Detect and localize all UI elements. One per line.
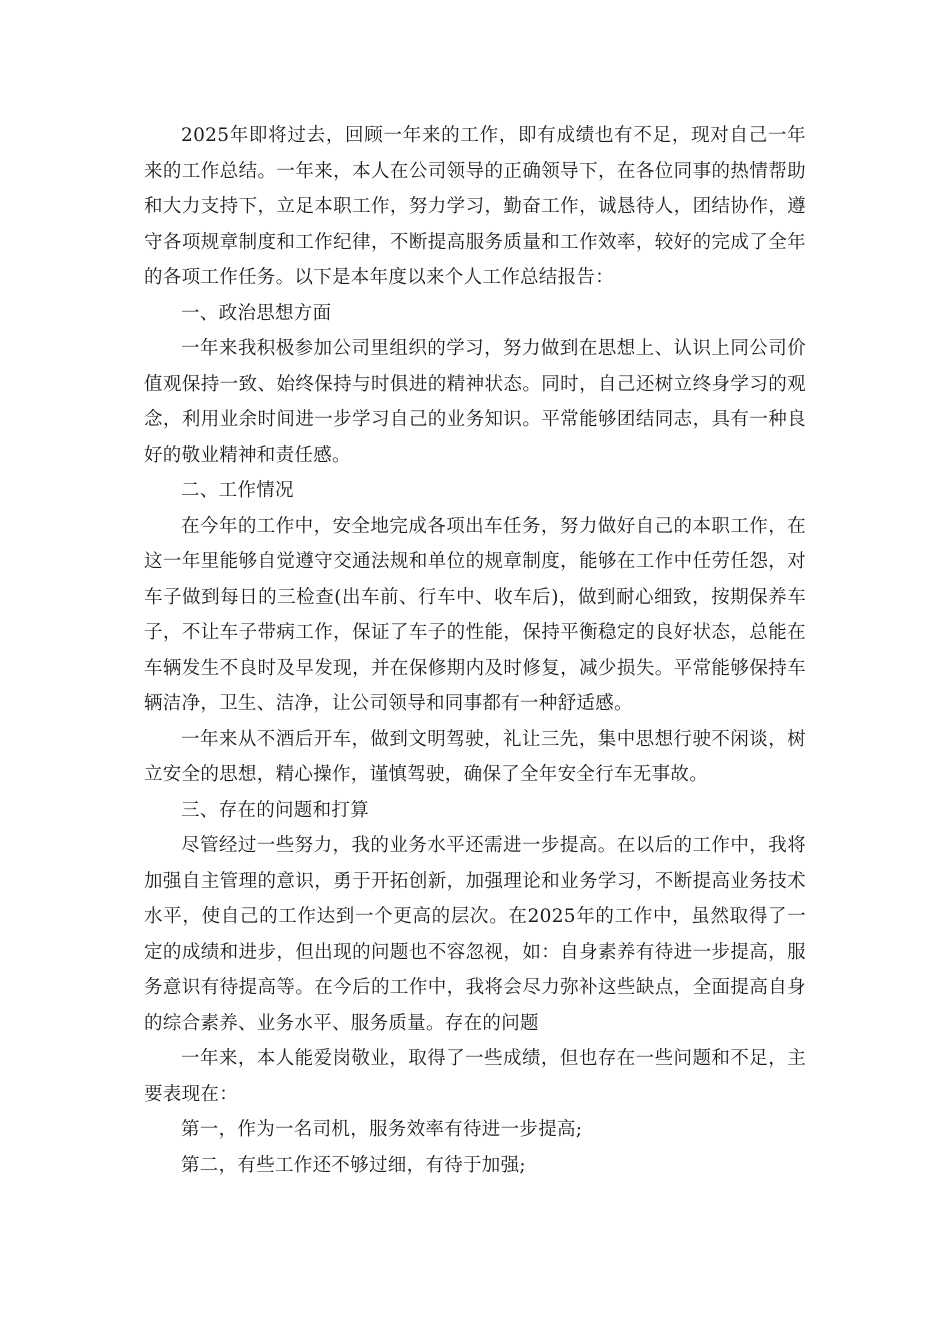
section-heading-political: 一、政治思想方面	[181, 302, 332, 324]
shortcoming-item-2: 第二，有些工作还不够过细，有待于加强;	[181, 1154, 526, 1176]
political-paragraph: 一年来我积极参加公司里组织的学习，努力做到在思想上、认识上同公司价值观保持一致、始终保持与时俱进的精神状态。同时，自己还树立终身学习的观念，利用业余时间进一步学习自己的业务知识。平常能够团结同志，具有一种良好的敬业精神和责任感。	[144, 338, 806, 466]
intro-paragraph: 2025年即将过去，回顾一年来的工作，即有成绩也有不足，现对自己一年来的工作总结。一年来，本人在公司领导的正确领导下，在各位同事的热情帮助和大力支持下，立足本职工作，努力学习，勤奋工作，诚恳待人，团结协作，遵守各项规章制度和工作纪律，不断提高服务质量和工作效率，较好的完成了全年的各项工作任务。以下是本年度以来个人工作总结报告：	[144, 125, 806, 288]
shortcomings-paragraph: 一年来，本人能爱岗敬业，取得了一些成绩，但也存在一些问题和不足，主要表现在：	[144, 1048, 806, 1105]
document-page	[144, 118, 806, 1183]
problems-paragraph: 尽管经过一些努力，我的业务水平还需进一步提高。在以后的工作中，我将加强自主管理的意识，勇于开拓创新，加强理论和业务学习，不断提高业务技术水平，使自己的工作达到一个更高的层次。在2025年的工作中，虽然取得了一定的成绩和进步，但出现的问题也不容忽视，如：自身素养有待进一步提高，服务意识有待提高等。在今后的工作中，我将会尽力弥补这些缺点，全面提高自身的综合素养、业务水平、服务质量。存在的问题	[144, 835, 806, 1034]
safety-paragraph: 一年来从不酒后开车，做到文明驾驶，礼让三先，集中思想行驶不闲谈，树立安全的思想，精心操作，谨慎驾驶，确保了全年安全行车无事故。	[144, 728, 806, 785]
shortcoming-item-1: 第一，作为一名司机，服务效率有待进一步提高;	[181, 1119, 583, 1140]
work-paragraph: 在今年的工作中，安全地完成各项出车任务，努力做好自己的本职工作，在这一年里能够自觉遵守交通法规和单位的规章制度，能够在工作中任劳任怨，对车子做到每日的三检查(出车前、行车中、收车后)，做到耐心细致，按期保养车子，不让车子带病工作，保证了车子的性能，保持平衡稳定的良好状态，总能在车辆发生不良时及早发现，并在保修期内及时修复，减少损失。平常能够保持车辆洁净，卫生、洁净，让公司领导和同事都有一种舒适感。	[144, 515, 806, 714]
section-heading-work: 二、工作情况	[181, 480, 294, 501]
section-heading-problems: 三、存在的问题和打算	[181, 799, 370, 821]
